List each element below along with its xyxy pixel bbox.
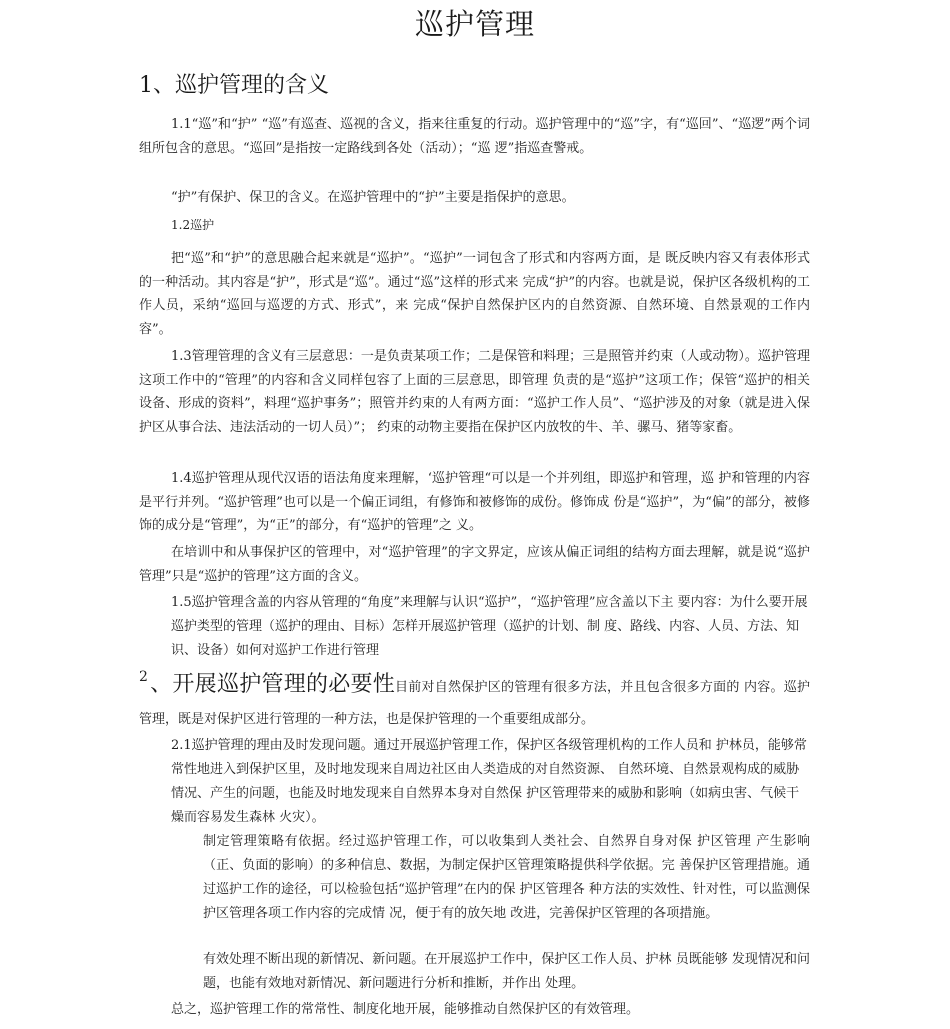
paragraph-1-5: 1.5巡护管理含盖的内容从管理的“角度”来理解与认识“巡护”，“巡护管理”应含盖以下主 要内容：为什么要开展巡护类型的管理（巡护的理由、目标）怎样开展巡护管理（巡护的计划、制 度、路线、内容、人员、方法、知识、设备）如何对巡护工作进行管理: [171, 595, 808, 658]
paragraph-1-2: 把“巡”和“护”的意思融合起来就是“巡护”。“巡护”一词包含了形式和内容两方面，是 既反映内容又有表体形式的一种活动。其内容是“护”，形式是“巡”。通过“巡”这样的形式来 完成“护”的内容。也就是说，保护区各级机构的工作人员，采纳“巡回与巡逻的方式、形式”，来 完成“保护自然保护区内的自然资源、自然环境、自然景观的工作内容”。: [139, 251, 810, 337]
paragraph-2-4: 总之，巡护管理工作的常常性、制度化地开展，能够推动自然保护区的有效管理。: [171, 1002, 640, 1017]
page-title: 巡护管理: [414, 7, 535, 41]
section-2-intro: 目前对自然保护区的管理有很多方法，并且包含很多方面的 内容。巡护管理，既是对保护区进行管理的一种方法，也是保护管理的一个重要组成部分。: [139, 680, 810, 727]
paragraph-1-1-b: “护”有保护、保卫的含义。在巡护管理中的“护”主要是指保护的意思。: [171, 190, 575, 205]
paragraph-2-1-lead: 2.1巡护管理的理由及时发现问题。: [171, 738, 374, 753]
paragraph-2-3: 有效处理不断出现的新情况、新问题。在开展巡护工作中，保护区工作人员、护林 员既能够 发现情况和问题，也能有效地对新情况、新问题进行分析和推断，并作出 处理。: [203, 952, 810, 991]
paragraph-1-4: 1.4巡护管理从现代汉语的语法角度来理解，‘巡护管理“可以是一个并列组，即巡护和管理，巡 护和管理的内容是平行并列。“巡护管理”也可以是一个偏正词组，有修饰和被修饰的成份。修饰成 份是“巡护”，为“偏”的部分，被修饰的成分是“管理”，为“正”的部分，有“巡护的管理”之 义。: [139, 471, 810, 533]
section-2-number: 2: [139, 669, 148, 685]
paragraph-2-1-rest: 通过开展巡护管理工作，保护区各级管理机构的工作人员和 护林员，能够常常性地进入到保护区里，及时地发现来自周边社区由人类造成的对自然资源、 自然环境、自然景观构成的威胁情况、产生的问题，也能及时地发现来自自然界本身对自然保 护区管理带来的威胁和影响（如病虫害、气候干燥而容易发生森林 火灾）。: [171, 738, 807, 825]
paragraph-1-1: 1.1“巡”和“护” “巡”有巡查、巡视的含义，指来往重复的行动。巡护管理中的“巡”字，有“巡回”、“巡逻”两个词组所包含的意思。“巡回”是指按一定路线到各处（活动）；“巡 逻”指巡查警戒。: [139, 117, 810, 156]
paragraph-2-1: [171, 734, 810, 830]
paragraph-1-3: 1.3管理管理的含义有三层意思：一是负责某项工作；二是保管和料理；三是照管并约束（人或动物）。巡护管理这项工作中的“管理”的内容和含义同样包容了上面的三层意思，即管理 负责的是“巡护”这项工作；保管“巡护的相关设备、形成的资料”，料理“巡护事务”；照管并约束的人有两方面：“巡护工作人员”、“巡护涉及的对象（就是进入保护区从事合法、违法活动的一切人员）”； 约束的动物主要指在保护区内放牧的牛、羊、骡马、猪等家畜。: [139, 349, 810, 435]
section-2-block: [139, 669, 810, 736]
section-1-heading: 1、巡护管理的含义: [139, 73, 329, 98]
section-2-heading: 、开展巡护管理的必要性: [149, 672, 395, 697]
paragraph-1-2-heading: 1.2巡护: [171, 218, 215, 232]
paragraph-2-2: 制定管理策略有依据。经过巡护管理工作，可以收集到人类社会、自然界自身对保 护区管理 产生影响（正、负面的影响）的多种信息、数据，为制定保护区管理策略提供科学依据。完 善保护区管理措施。通过巡护工作的途径，可以检验包括“巡护管理”在内的保 护区管理各 种方法的实效性、针对性，可以监测保护区管理各项工作内容的完成情 况，便于有的放矢地 改进，完善保护区管理的各项措施。: [203, 834, 810, 921]
paragraph-1-4-b: 在培训中和从事保护区的管理中，对“巡护管理”的字文界定，应该从偏正词组的结构方面去理解，就是说“巡护管理”只是“巡护的管理”这方面的含义。: [139, 545, 810, 584]
